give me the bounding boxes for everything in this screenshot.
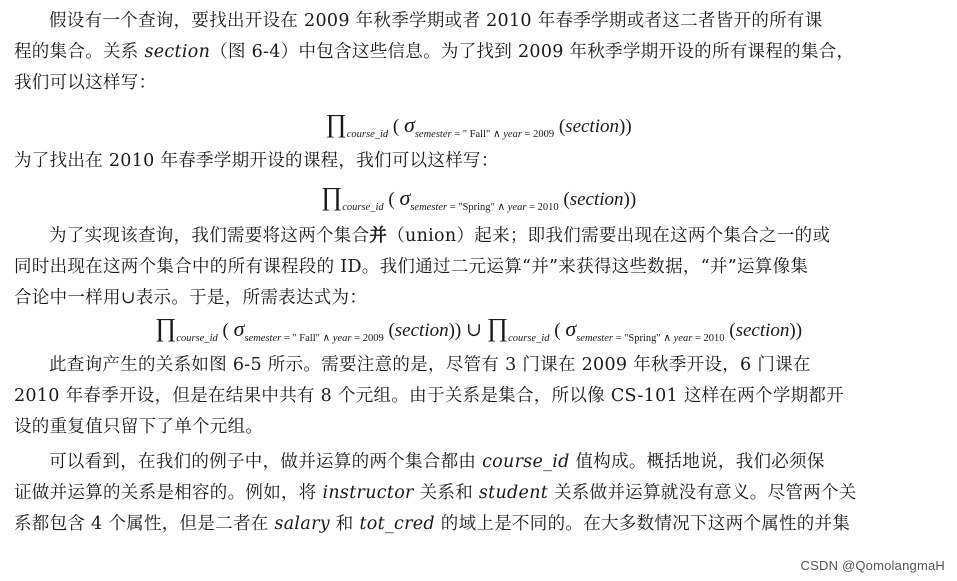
formula-spring-2010: $\prod_{course\_id}$ ( $\sigma_{semester = "Spring" \wedge year = 2010}$ (section)) [320,182,637,213]
text-run: 为了找出在 2010 年春季学期开设的课程，我们可以这样写： [14,151,499,171]
paragraph-intro [14,6,944,99]
term-union: 并 [369,226,388,246]
text-run: 系都包含 4 个属性，但是二者在 [14,514,275,534]
relation-name: section [735,320,790,341]
union-operator: ∪ [466,320,482,341]
term-section: section [144,42,211,62]
text-run: 假设有一个查询，要找出开设在 2009 年秋季学期或者 2010 年春季学期或者这二者皆开的所有课 [49,11,823,31]
formula-fall-2009: $\prod_{course\_id}$ ( $\sigma_{semester = " Fall" \wedge year = 2009}$ (section)) [325,109,632,140]
text-run: 证做并运算的关系是相容的。例如，将 [14,483,323,503]
text-run: （union）起来；即我们需要出现在这两个集合之一的或 [387,226,831,246]
term-student: student [478,483,549,503]
projection-symbol: ∏ [486,313,509,342]
formula-union: $\prod_{course\_id}$ ( $\sigma_{semester = " Fall" \wedge year = 2009}$ (section)) ∪ $\prod_{course\_id}$ ( $\sigma_{semester = "Spring" \wedge year = 2010}$ (section)) [154,313,803,344]
paragraph-union [14,221,944,314]
text-run: 设的重复值只留下了单个元组。 [14,417,264,437]
projection-subscript: course_id [508,333,550,344]
text-run: 此查询产生的关系如图 6-5 所示。需要注意的是，尽管有 3 门课在 2009 年秋季开设，6 门课在 [49,355,811,375]
text-run: 2010 年春季开设，但是在结果中共有 8 个元组。由于关系是集合，所以像 CS-101 这样在两个学期都开 [14,386,845,406]
text-run: 合论中一样用∪表示。于是，所需表达式为： [14,288,368,308]
relation-name: section [565,116,619,137]
paragraph-result [14,350,944,443]
relation-name: section [569,189,624,210]
relation-name: section [394,320,449,341]
text-run: 可以看到，在我们的例子中，做并运算的两个集合都由 [49,452,483,472]
text-run: 值构成。概括地说，我们必须保 [569,452,825,472]
text-run: 程的集合。关系 [14,42,145,62]
text-run: 同时出现在这两个集合中的所有课程段的 ID。我们通过二元运算“并”来获得这些数据，“并”运算像集 [14,257,809,277]
selection-subscript: semester = "Spring" ∧ year = 2010 [576,333,725,344]
selection-symbol: σ [399,185,411,210]
term-course-id: course_id [482,452,570,472]
selection-subscript: semester = " Fall" ∧ year = 2009 [244,333,384,344]
paragraph-spring [14,146,944,177]
selection-symbol: σ [565,316,577,341]
text-run: 我们可以这样写： [14,73,157,93]
selection-symbol: σ [403,112,415,137]
term-salary: salary [274,514,330,534]
term-tot-cred: tot_cred [359,514,435,534]
projection-subscript: course_id [346,129,389,140]
selection-subscript: semester = " Fall" ∧ year = 2009 [414,129,555,140]
projection-symbol: ∏ [325,109,347,138]
text-run: 和 [329,514,360,534]
projection-symbol: ∏ [154,313,177,342]
csdn-watermark: CSDN @QomolangmaH [800,558,945,573]
text-run: 关系和 [413,483,479,503]
text-run: 关系做并运算就没有意义。尽管两个关 [548,483,857,503]
text-run: 为了实现该查询，我们需要将这两个集合 [49,226,370,246]
selection-subscript: semester = "Spring" ∧ year = 2010 [410,202,559,213]
text-run: 的域上是不同的。在大多数情况下这两个属性的并集 [434,514,851,534]
paragraph-compatibility [14,447,944,540]
projection-symbol: ∏ [320,182,343,211]
text-run: （图 6-4）中包含这些信息。为了找到 2009 年秋季学期开设的所有课程的集合， [210,42,855,62]
projection-subscript: course_id [342,202,384,213]
selection-symbol: σ [233,316,245,341]
term-instructor: instructor [322,483,414,503]
projection-subscript: course_id [176,333,218,344]
